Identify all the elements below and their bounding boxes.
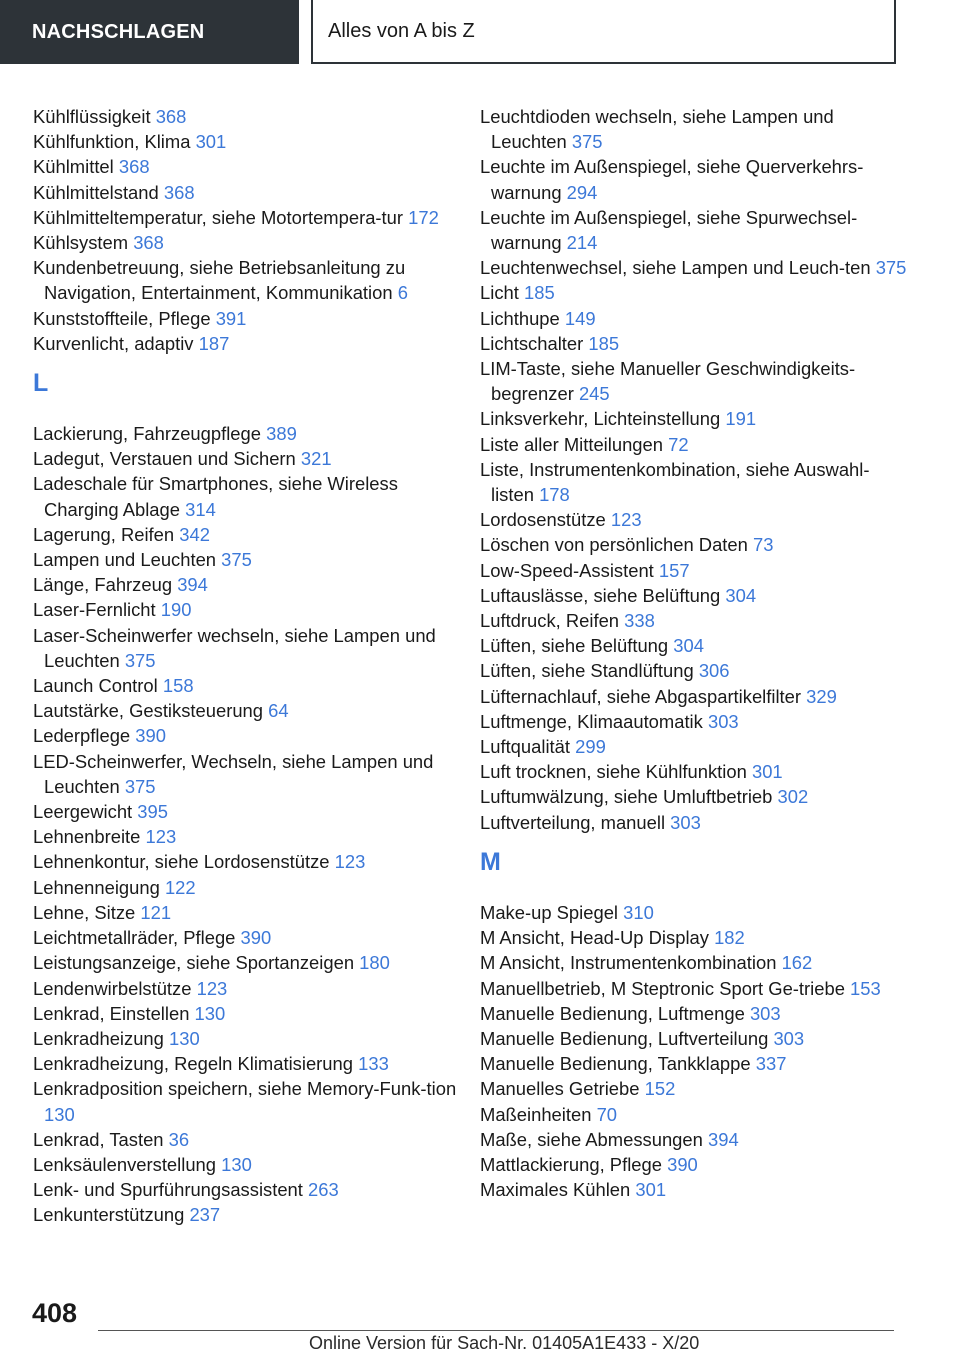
page-reference-link[interactable]: 310	[623, 901, 654, 923]
index-entry-term: Kühlmittel	[33, 156, 114, 178]
index-entry	[480, 255, 910, 280]
index-entry-term: Lenkrad, Tasten	[33, 1128, 164, 1150]
index-entry-term: Kühlmittelstand	[33, 181, 159, 203]
page-reference-link[interactable]: 191	[725, 408, 757, 430]
page-reference-link[interactable]: 157	[658, 559, 690, 581]
index-entry-term: Lichthupe	[480, 307, 560, 329]
index-entry-term: Luftauslässe, siehe Belüftung	[480, 584, 721, 606]
page-reference-link[interactable]: 130	[221, 1153, 252, 1175]
index-entry-term: Lagerung, Reifen	[33, 523, 175, 545]
page-reference-link[interactable]: 180	[359, 952, 390, 974]
page-reference-link[interactable]: 122	[164, 876, 196, 898]
page-reference-link[interactable]: 172	[408, 206, 439, 228]
page-reference-link[interactable]: 390	[240, 927, 272, 949]
page-reference-link[interactable]: 185	[588, 332, 620, 354]
index-entry-term: Lenk- und Spurführungsassistent	[33, 1179, 303, 1201]
index-entry	[480, 684, 910, 709]
index-entry-term: Lüften, siehe Standlüftung	[480, 660, 694, 682]
index-entry-term: Linksverkehr, Lichteinstellung	[480, 408, 721, 430]
index-entry-term: LED-Scheinwerfer, Wechseln, siehe Lampen und Leuchten	[33, 750, 434, 797]
index-entry	[480, 1051, 910, 1076]
page-reference-link[interactable]: 123	[610, 509, 642, 531]
index-entry-term: Manuelle Bedienung, Luftmenge	[480, 1002, 745, 1024]
index-entry-term: Lehnenkontur, siehe Lordosenstütze	[33, 851, 330, 873]
index-entry	[33, 547, 463, 572]
page-reference-link[interactable]: 368	[163, 181, 195, 203]
index-entry-term: Manuelle Bedienung, Tankklappe	[480, 1053, 751, 1075]
index-entry	[480, 658, 910, 683]
page-reference-link[interactable]: 303	[749, 1002, 781, 1024]
page-reference-link[interactable]: 375	[124, 649, 156, 671]
index-entry-term: Mattlackierung, Pflege	[480, 1153, 662, 1175]
page-reference-link[interactable]: 190	[160, 599, 192, 621]
index-entry-term: Lenkunterstützung	[33, 1204, 185, 1226]
page-reference-link[interactable]: 245	[578, 383, 610, 405]
index-entry	[33, 205, 463, 230]
index-entry-term: Lenkrad, Einstellen	[33, 1002, 190, 1024]
index-entry-term: Kühlmitteltemperatur, siehe Motortempera-tur	[33, 206, 404, 228]
page-reference-link[interactable]: 390	[667, 1153, 698, 1175]
index-entry-term: Maße, siehe Abmessungen	[480, 1128, 703, 1150]
index-entry	[33, 749, 463, 799]
page-reference-link[interactable]: 133	[358, 1053, 389, 1075]
index-entry-term: Kundenbetreuung, siehe Betriebsanleitung zu Navigation, Entertainment, Kommunikation	[33, 257, 406, 304]
page-reference-link[interactable]: 304	[725, 584, 757, 606]
page-reference-link[interactable]: 375	[124, 775, 156, 797]
index-entry	[33, 824, 463, 849]
index-column-right	[480, 104, 910, 1202]
index-entry-term: Kühlfunktion, Klima	[33, 131, 191, 153]
index-entry	[33, 306, 463, 331]
index-entry-term: Maßeinheiten	[480, 1103, 592, 1125]
page-reference-link[interactable]: 303	[670, 811, 701, 833]
page-reference-link[interactable]: 394	[177, 574, 208, 596]
index-entry	[480, 280, 910, 305]
index-entry	[33, 1051, 463, 1076]
index-entry-term: Low-Speed-Assistent	[480, 559, 654, 581]
page-reference-link[interactable]: 152	[644, 1078, 676, 1100]
index-entry	[33, 255, 463, 305]
index-entry-term: Lehnenneigung	[33, 876, 160, 898]
index-entry-term: Lichtschalter	[480, 332, 584, 354]
index-entry	[33, 925, 463, 950]
page-reference-link[interactable]: 149	[564, 307, 596, 329]
index-entry	[480, 1177, 910, 1202]
index-entry-term: Kühlflüssigkeit	[33, 106, 151, 127]
index-entry	[33, 1202, 463, 1227]
page-reference-link[interactable]: 263	[308, 1179, 339, 1201]
index-entry-term: Licht	[480, 282, 519, 304]
index-entry-term: Ladeschale für Smartphones, siehe Wireless Charging Ablage	[33, 473, 398, 520]
page-reference-link[interactable]: 130	[169, 1027, 200, 1049]
index-entry-term: Launch Control	[33, 675, 158, 697]
index-entry	[480, 1152, 910, 1177]
index-entry-term: Lüfternachlauf, siehe Abgaspartikelfilter	[480, 685, 802, 707]
page-reference-link[interactable]: 299	[575, 736, 606, 758]
index-entry	[480, 1127, 910, 1152]
page-reference-link[interactable]: 314	[185, 498, 216, 520]
index-entry-term: Lehne, Sitze	[33, 901, 136, 923]
index-entry	[480, 976, 910, 1001]
index-entry	[33, 331, 463, 356]
index-entry-term: Lendenwirbelstütze	[33, 977, 192, 999]
index-entry-term: Leichtmetallräder, Pflege	[33, 927, 236, 949]
index-entry-term: Lüften, siehe Belüftung	[480, 635, 669, 657]
page-reference-link[interactable]: 130	[44, 1103, 75, 1125]
index-letter-heading: L	[33, 369, 49, 398]
page-reference-link[interactable]: 394	[708, 1128, 739, 1150]
index-entry	[33, 522, 463, 547]
index-entry	[480, 900, 910, 925]
index-entry	[480, 759, 910, 784]
index-entry-term: Lenkradheizung, Regeln Klimatisierung	[33, 1053, 353, 1075]
index-entry-term: Luftmenge, Klimaautomatik	[480, 710, 703, 732]
page-reference-link[interactable]: 187	[198, 332, 230, 354]
index-entry	[480, 734, 910, 759]
page-reference-link[interactable]: 162	[781, 952, 813, 974]
index-entry	[33, 849, 463, 874]
index-entry-term: Kunststoffteile, Pflege	[33, 307, 211, 329]
index-entry	[480, 205, 910, 255]
index-entry-term: Liste, Instrumentenkombination, siehe Auswahl-listen	[480, 458, 870, 506]
index-entry-term: Luftdruck, Reifen	[480, 610, 620, 632]
page-reference-link[interactable]: 302	[777, 786, 809, 808]
index-entry	[480, 432, 910, 457]
index-entry	[33, 1001, 463, 1026]
page-reference-link[interactable]: 178	[539, 484, 570, 506]
index-entry	[33, 597, 463, 622]
index-entry	[33, 471, 463, 521]
index-entry	[480, 1076, 910, 1101]
index-entry	[480, 1026, 910, 1051]
index-entry-term: Lordosenstütze	[480, 509, 606, 531]
index-entry	[480, 331, 910, 356]
page-reference-link[interactable]: 123	[196, 977, 228, 999]
page-reference-link[interactable]: 306	[698, 660, 730, 682]
index-entry-term: Lehnenbreite	[33, 826, 141, 848]
page-reference-link[interactable]: 303	[707, 710, 739, 732]
page-reference-link[interactable]: 301	[195, 131, 227, 153]
page-reference-link[interactable]: 301	[751, 761, 783, 783]
chapter-title: Alles von A bis Z	[328, 19, 475, 42]
index-entry	[480, 457, 910, 507]
index-entry-term: Kühlsystem	[33, 232, 129, 254]
index-entry-term: Lenkradposition speichern, siehe Memory-Funk-tion	[33, 1078, 457, 1100]
index-entry-term: Manuelles Getriebe	[480, 1078, 640, 1100]
index-entry-term: Luftqualität	[480, 736, 570, 758]
index-entry	[33, 1076, 463, 1126]
page-reference-link[interactable]: 237	[189, 1204, 221, 1226]
index-entry	[33, 900, 463, 925]
index-entry	[33, 723, 463, 748]
index-column-left	[33, 104, 463, 1228]
index-entry	[33, 623, 463, 673]
index-entry-term: Lenkradheizung	[33, 1027, 164, 1049]
page-reference-link[interactable]: 375	[221, 549, 252, 571]
index-entry-term: Manuelle Bedienung, Luftverteilung	[480, 1027, 769, 1049]
index-entry	[480, 810, 910, 835]
footer-text: Online Version für Sach-Nr. 01405A1E433 - X/20	[309, 1333, 700, 1353]
page-reference-link[interactable]: 70	[596, 1103, 618, 1125]
index-entry	[480, 356, 910, 406]
page-reference-link[interactable]: 6	[397, 282, 408, 304]
page-reference-link[interactable]: 36	[168, 1128, 190, 1150]
index-entry-term: Lautstärke, Gestiksteuerung	[33, 700, 264, 722]
index-entry	[480, 104, 910, 154]
index-entry	[480, 784, 910, 809]
index-entry-term: Lenksäulenverstellung	[33, 1153, 217, 1175]
index-entry-term: Manuellbetrieb, M Steptronic Sport Ge-triebe	[480, 977, 845, 999]
page-reference-link[interactable]: 153	[850, 977, 881, 999]
index-entry-term: Luftumwälzung, siehe Umluftbetrieb	[480, 786, 773, 808]
index-entry	[480, 1001, 910, 1026]
index-entry	[33, 421, 463, 446]
page-reference-link[interactable]: 72	[668, 433, 689, 455]
index-entry-term: Make-up Spiegel	[480, 901, 619, 923]
index-entry	[33, 572, 463, 597]
index-entry	[480, 583, 910, 608]
index-entry	[33, 1026, 463, 1051]
index-entry-term: Leuchtenwechsel, siehe Lampen und Leuch-ten	[480, 257, 871, 279]
index-entry-term: Kurvenlicht, adaptiv	[33, 332, 194, 354]
index-entry	[480, 950, 910, 975]
page-reference-link[interactable]: 390	[135, 725, 166, 747]
index-entry-term: Leuchtdioden wechseln, siehe Lampen und Leuchten	[480, 106, 834, 153]
page-reference-link[interactable]: 294	[566, 181, 598, 203]
index-entry	[480, 507, 910, 532]
page-reference-link[interactable]: 338	[624, 610, 655, 632]
page-reference-link[interactable]: 389	[266, 423, 297, 445]
index-entry-term: Leistungsanzeige, siehe Sportanzeigen	[33, 952, 355, 974]
page-reference-link[interactable]: 185	[523, 282, 555, 304]
index-entry	[33, 154, 463, 179]
page-reference-link[interactable]: 121	[140, 901, 172, 923]
index-entry	[480, 709, 910, 734]
page-reference-link[interactable]: 214	[566, 232, 598, 254]
index-entry	[33, 129, 463, 154]
index-entry-term: Lampen und Leuchten	[33, 549, 217, 571]
chapter-header	[311, 0, 896, 64]
index-entry-term: M Ansicht, Instrumentenkombination	[480, 952, 777, 974]
page-reference-link[interactable]: 304	[673, 635, 704, 657]
footer-divider	[98, 1330, 894, 1331]
page-reference-link[interactable]: 368	[155, 106, 187, 127]
index-entry	[33, 180, 463, 205]
section-title: NACHSCHLAGEN	[32, 20, 205, 43]
index-entry	[33, 104, 463, 129]
page-reference-link[interactable]: 375	[875, 257, 907, 279]
page-number: 408	[32, 1298, 78, 1328]
page-reference-link[interactable]: 342	[179, 523, 210, 545]
page-reference-link[interactable]: 303	[773, 1027, 805, 1049]
index-entry	[33, 1177, 463, 1202]
index-entry-term: Laser-Fernlicht	[33, 599, 156, 621]
index-entry	[480, 532, 910, 557]
page-reference-link[interactable]: 337	[755, 1053, 787, 1075]
index-entry-term: LIM-Taste, siehe Manueller Geschwindigkeits-begrenzer	[480, 358, 856, 405]
page-reference-link[interactable]: 64	[268, 700, 289, 722]
page-reference-link[interactable]: 123	[145, 826, 177, 848]
section-tab	[0, 0, 299, 64]
page-reference-link[interactable]: 321	[300, 448, 332, 470]
index-entry	[480, 306, 910, 331]
index-letter-heading: M	[480, 847, 501, 876]
page-reference-link[interactable]: 158	[162, 675, 194, 697]
page-reference-link[interactable]: 368	[118, 156, 150, 178]
page-reference-link[interactable]: 395	[137, 801, 168, 823]
index-entry-term: Länge, Fahrzeug	[33, 574, 173, 596]
index-entry	[480, 633, 910, 658]
index-entry-term: Maximales Kühlen	[480, 1179, 631, 1201]
index-entry	[33, 698, 463, 723]
index-entry-term: Luft trocknen, siehe Kühlfunktion	[480, 761, 747, 783]
index-entry	[33, 673, 463, 698]
index-entry	[480, 406, 910, 431]
page-reference-link[interactable]: 368	[133, 232, 164, 254]
index-entry-term: Leuchte im Außenspiegel, siehe Spurwechsel-warnung	[480, 206, 858, 254]
index-entry	[480, 1102, 910, 1127]
index-entry	[33, 446, 463, 471]
index-entry	[480, 608, 910, 633]
index-entry-term: Liste aller Mitteilungen	[480, 433, 663, 455]
index-entry-term: Ladegut, Verstauen und Sichern	[33, 448, 296, 470]
index-entry	[33, 950, 463, 975]
index-entry-term: Leuchte im Außenspiegel, siehe Querverkehrs-warnung	[480, 156, 864, 203]
index-entry-term: Löschen von persönlichen Daten	[480, 534, 748, 556]
index-entry	[480, 925, 910, 950]
index-entry	[33, 976, 463, 1001]
index-entry	[33, 1127, 463, 1152]
index-entry-term: Luftverteilung, manuell	[480, 811, 666, 833]
index-entry-term: Laser-Scheinwerfer wechseln, siehe Lampen und Leuchten	[33, 624, 436, 671]
page-reference-link[interactable]: 301	[635, 1179, 667, 1201]
index-entry	[33, 875, 463, 900]
page-reference-link[interactable]: 73	[753, 534, 774, 556]
index-entry-term: Lederpflege	[33, 725, 131, 747]
index-entry	[480, 558, 910, 583]
index-entry	[33, 799, 463, 824]
page-reference-link[interactable]: 182	[714, 927, 745, 949]
index-entry	[33, 1152, 463, 1177]
index-entry	[33, 230, 463, 255]
index-entry-term: Lackierung, Fahrzeugpflege	[33, 423, 261, 445]
page-reference-link[interactable]: 391	[215, 307, 247, 329]
page-reference-link[interactable]: 123	[334, 851, 366, 873]
page-reference-link[interactable]: 130	[194, 1002, 226, 1024]
index-entry-term: M Ansicht, Head-Up Display	[480, 927, 709, 949]
page-reference-link[interactable]: 375	[571, 131, 603, 153]
index-entry-term: Leergewicht	[33, 801, 133, 823]
index-entry	[480, 154, 910, 204]
page-reference-link[interactable]: 329	[806, 685, 837, 707]
